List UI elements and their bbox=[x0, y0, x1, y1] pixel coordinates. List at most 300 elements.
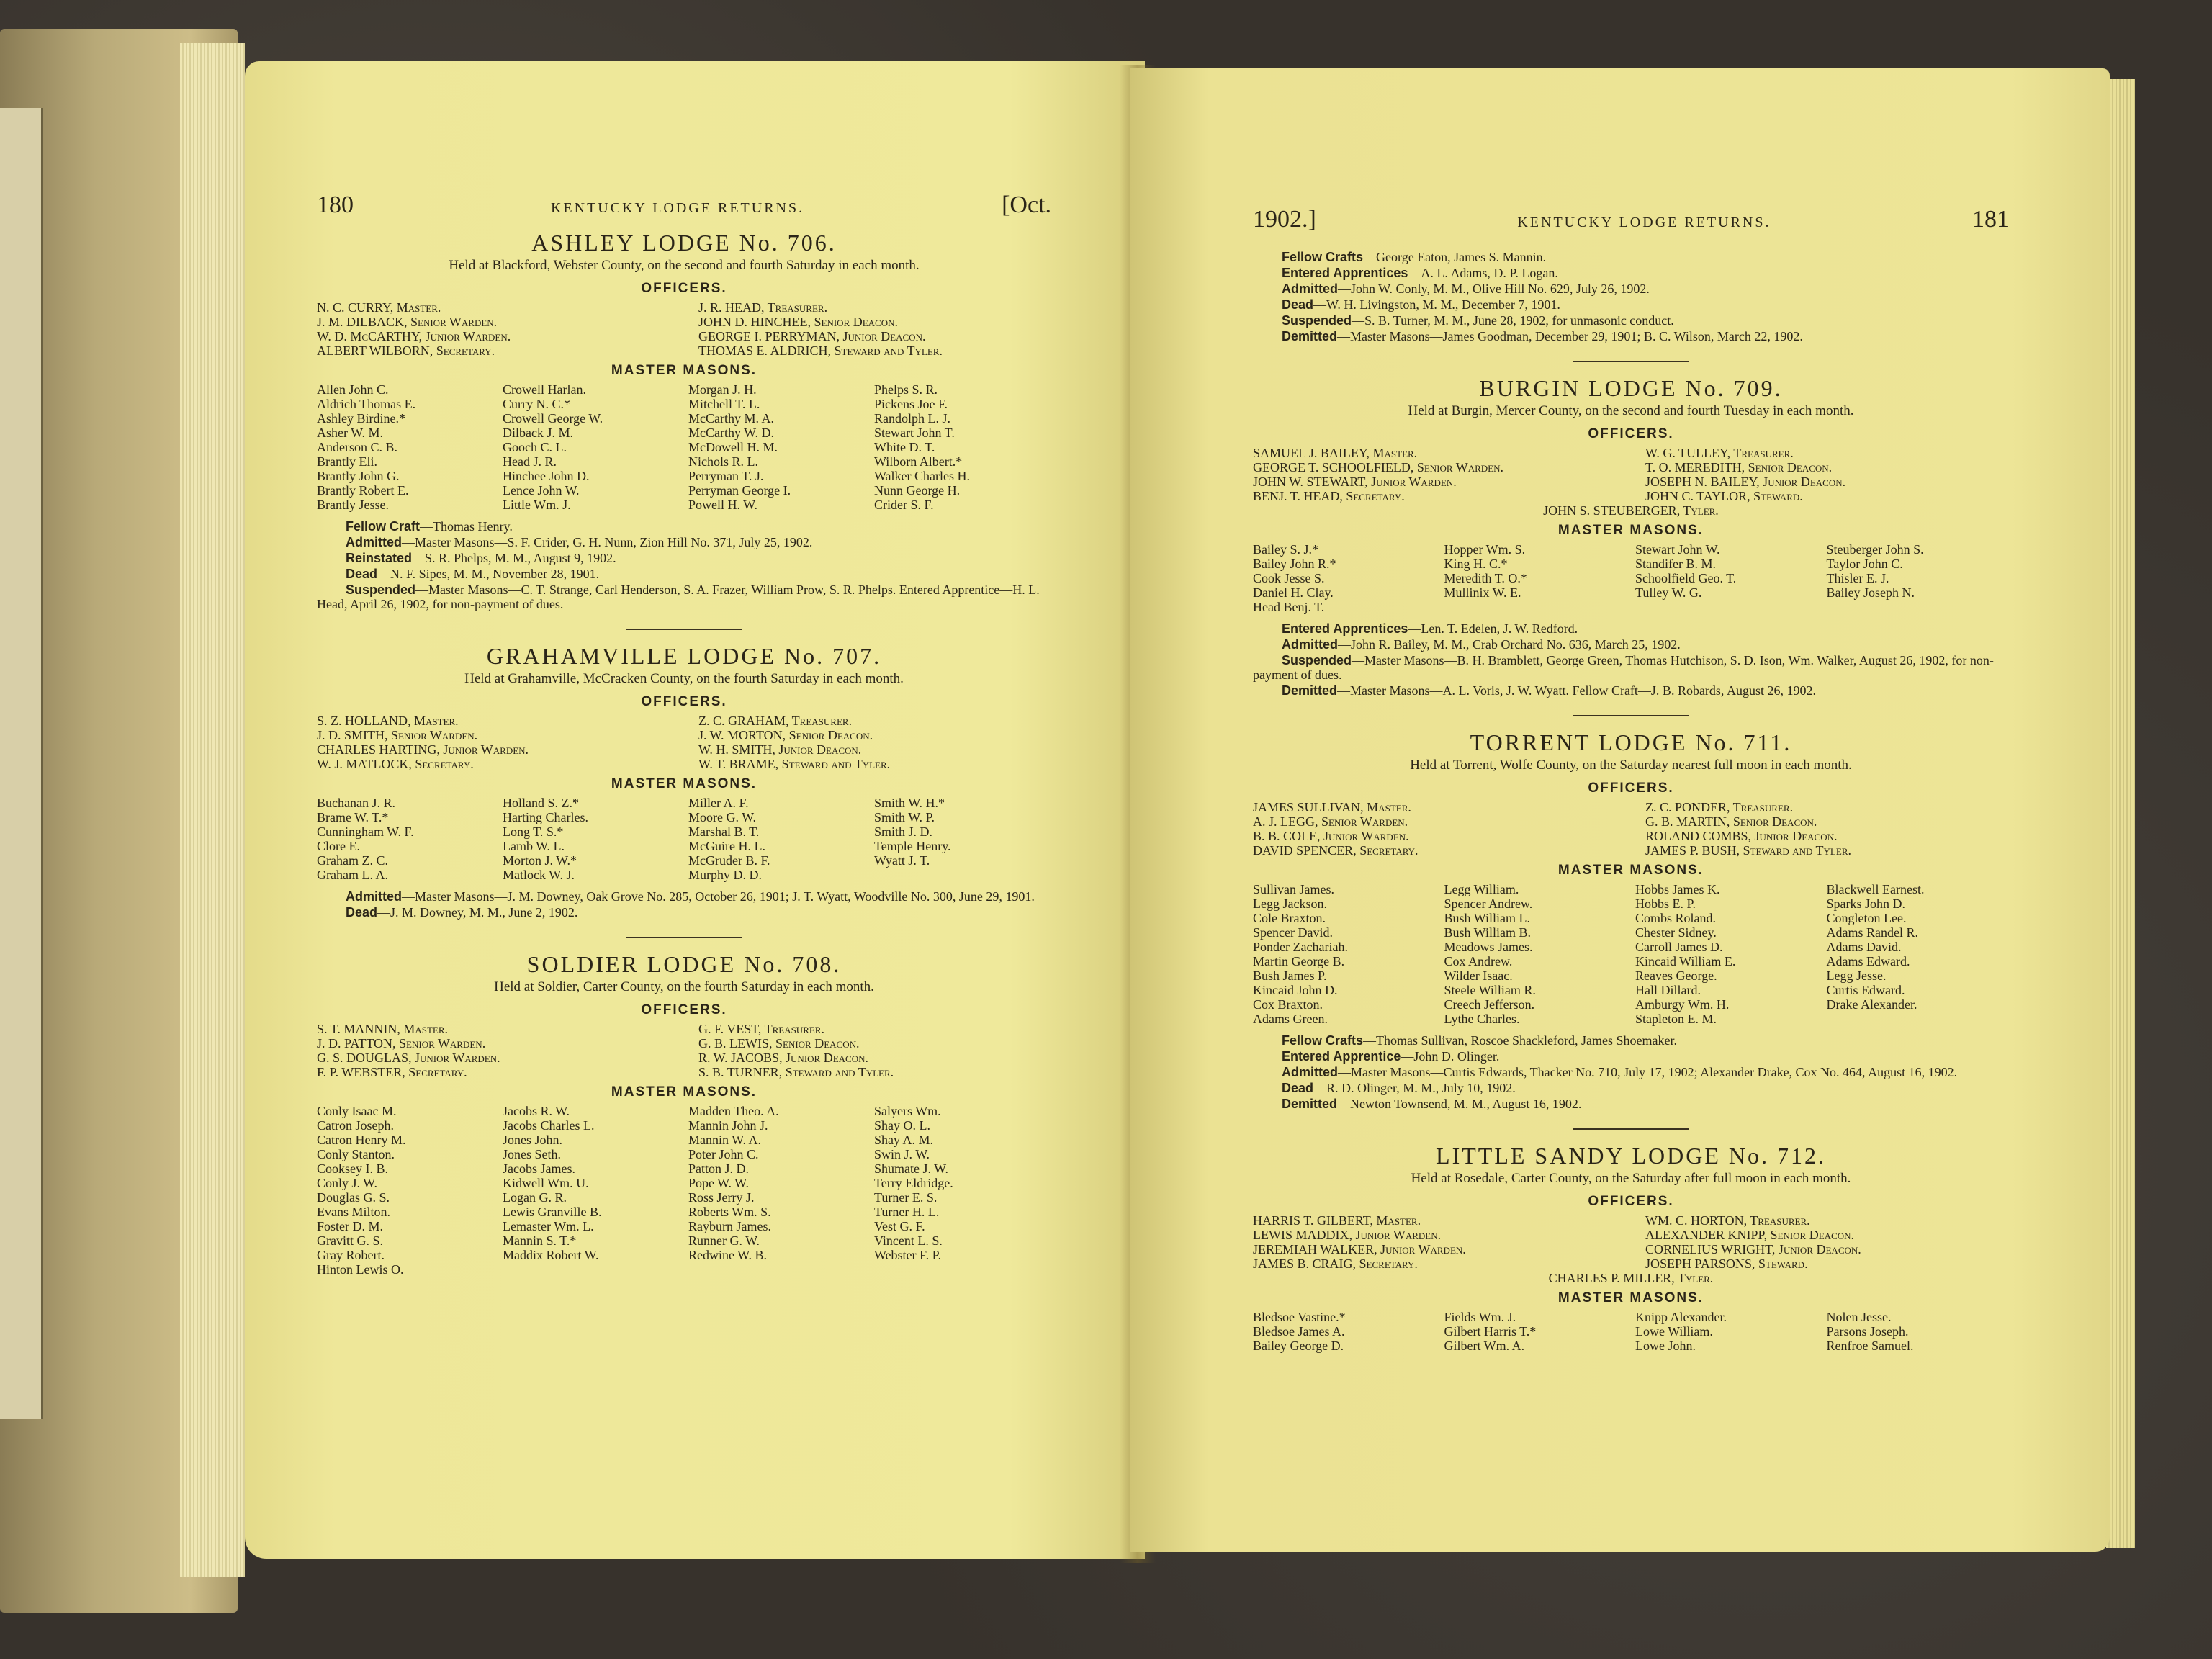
member-name: Rayburn James. bbox=[688, 1219, 771, 1233]
officer-entry: W. H. SMITH, Junior Deacon. bbox=[698, 742, 862, 757]
running-head bbox=[1253, 206, 2009, 233]
record-text: —Master Masons—S. F. Crider, G. H. Nunn, Zion Hill No. 371, July 25, 1902. bbox=[402, 535, 813, 549]
record-label: Fellow Crafts bbox=[1282, 250, 1364, 264]
left-page bbox=[245, 61, 1145, 1559]
member-name: Swin J. W. bbox=[874, 1147, 930, 1161]
members-heading: MASTER MASONS. bbox=[1557, 523, 1704, 538]
record-entry bbox=[317, 551, 1051, 565]
members-list bbox=[1253, 1310, 2009, 1353]
record-text: —Thomas Sullivan, Roscoe Shackleford, James Shoemaker. bbox=[1363, 1033, 1677, 1048]
member-name: Congleton Lee. bbox=[1826, 911, 1907, 925]
officer-entry: THOMAS E. ALDRICH, Steward and Tyler. bbox=[698, 343, 943, 358]
member-name: Conly Stanton. bbox=[317, 1147, 395, 1161]
member-name: Clore E. bbox=[317, 839, 360, 853]
member-name: Reaves George. bbox=[1635, 968, 1717, 983]
record-entry bbox=[317, 567, 1051, 581]
officer-entry: ALEXANDER KNIPP, Senior Deacon. bbox=[1645, 1228, 1855, 1242]
member-name: Catron Joseph. bbox=[317, 1118, 394, 1133]
officer-entry: ROLAND COMBS, Junior Deacon. bbox=[1645, 829, 1838, 843]
members-column bbox=[317, 1104, 494, 1277]
member-name: Nunn George H. bbox=[874, 483, 961, 498]
page-stack-left bbox=[180, 43, 245, 1577]
record-text: —John W. Conly, M. M., Olive Hill No. 629, July 26, 1902. bbox=[1338, 282, 1650, 296]
member-name: Graham L. A. bbox=[317, 868, 388, 882]
member-name: Smith J. D. bbox=[874, 824, 933, 839]
officer-entry: T. O. MEREDITH, Senior Deacon. bbox=[1645, 460, 1833, 475]
lodge-meeting-info: Held at Soldier, Carter County, on the fourth Saturday in each month. bbox=[494, 979, 874, 994]
record-entry bbox=[1253, 1065, 2009, 1079]
member-name: Aldrich Thomas E. bbox=[317, 397, 416, 411]
officers-heading: OFFICERS. bbox=[1588, 1194, 1674, 1209]
member-name: Murphy D. D. bbox=[688, 868, 762, 882]
lodge-meeting-info: Held at Rosedale, Carter County, on the Saturday after full moon in each month. bbox=[1411, 1171, 1851, 1186]
member-name: Redwine W. B. bbox=[688, 1248, 768, 1262]
record-text: —John D. Olinger. bbox=[1401, 1049, 1500, 1064]
member-name: Graham Z. C. bbox=[317, 853, 388, 868]
right-page-content bbox=[1253, 206, 2009, 1360]
section-divider bbox=[626, 937, 742, 938]
record-label: Suspended bbox=[1282, 313, 1352, 328]
member-name: Logan G. R. bbox=[503, 1190, 567, 1205]
member-name: Jacobs R. W. bbox=[503, 1104, 570, 1118]
section-divider bbox=[1573, 361, 1689, 362]
lodge-title: BURGIN LODGE No. 709. bbox=[1479, 375, 1783, 401]
member-name: Cunningham W. F. bbox=[317, 824, 414, 839]
member-name: Vest G. F. bbox=[874, 1219, 925, 1233]
record-entry bbox=[317, 905, 1051, 920]
members-column bbox=[1253, 1310, 1436, 1353]
members-column bbox=[1444, 1310, 1627, 1353]
member-name: Cox Andrew. bbox=[1444, 954, 1513, 968]
member-name: Roberts Wm. S. bbox=[688, 1205, 771, 1219]
members-list bbox=[317, 382, 1051, 512]
member-name: Spencer Andrew. bbox=[1444, 896, 1533, 911]
member-name: Conly J. W. bbox=[317, 1176, 378, 1190]
members-list bbox=[317, 796, 1051, 882]
members-heading: MASTER MASONS. bbox=[611, 776, 757, 791]
members-column bbox=[317, 382, 494, 512]
record-label: Admitted bbox=[346, 535, 402, 549]
member-name: Adams Randel R. bbox=[1826, 925, 1918, 940]
members-heading: MASTER MASONS. bbox=[611, 1084, 757, 1100]
officer-entry: JOSEPH PARSONS, Steward. bbox=[1645, 1256, 1808, 1271]
member-name: Morton J. W.* bbox=[503, 853, 577, 868]
record-text: —J. M. Downey, M. M., June 2, 1902. bbox=[377, 905, 578, 920]
record-label: Admitted bbox=[1282, 1065, 1338, 1079]
officer-entry: G. S. DOUGLAS, Junior Warden. bbox=[317, 1051, 500, 1065]
members-column bbox=[1827, 1310, 2010, 1353]
running-head-title: KENTUCKY LODGE RETURNS. bbox=[1517, 215, 1771, 230]
member-name: Lowe William. bbox=[1635, 1324, 1713, 1339]
lodge-title: GRAHAMVILLE LODGE No. 707. bbox=[486, 643, 882, 669]
record-entry bbox=[1253, 329, 2009, 343]
member-name: Renfroe Samuel. bbox=[1826, 1339, 1914, 1353]
officers-heading: OFFICERS. bbox=[641, 694, 727, 709]
officer-entry: S. T. MANNIN, Master. bbox=[317, 1022, 449, 1036]
record-label: Dead bbox=[346, 567, 378, 581]
member-name: Allen John C. bbox=[317, 382, 389, 397]
officer-entry: JOHN S. STEUBERGER, Tyler. bbox=[1543, 503, 1719, 518]
member-name: Chester Sidney. bbox=[1635, 925, 1717, 940]
officer-entry: GEORGE I. PERRYMAN, Junior Deacon. bbox=[698, 329, 926, 343]
right-page bbox=[1130, 68, 2110, 1552]
member-name: Adams David. bbox=[1826, 940, 1902, 954]
officer-entry: DAVID SPENCER, Secretary. bbox=[1253, 843, 1419, 858]
members-list bbox=[1253, 882, 2009, 1026]
member-name: Hobbs E. P. bbox=[1635, 896, 1696, 911]
member-name: McCarthy W. D. bbox=[688, 426, 774, 440]
officer-entry: W. D. McCARTHY, Junior Warden. bbox=[317, 329, 511, 343]
left-page-content bbox=[317, 192, 1051, 1284]
member-name: Gilbert Wm. A. bbox=[1444, 1339, 1525, 1353]
member-name: Head J. R. bbox=[503, 454, 557, 469]
record-text: —Newton Townsend, M. M., August 16, 1902. bbox=[1337, 1097, 1582, 1111]
lodge-meeting-info: Held at Grahamville, McCracken County, on the fourth Saturday in each month. bbox=[464, 671, 904, 686]
member-name: Hinchee John D. bbox=[503, 469, 590, 483]
officers-heading: OFFICERS. bbox=[1588, 781, 1674, 796]
member-name: Adams Green. bbox=[1253, 1012, 1328, 1026]
record-text: —Len. T. Edelen, J. W. Redford. bbox=[1408, 621, 1578, 636]
officer-entry: J. D. PATTON, Senior Warden. bbox=[317, 1036, 486, 1051]
carryover-records bbox=[1253, 250, 2009, 343]
members-column bbox=[1253, 882, 1436, 1026]
record-text: —Master Masons—A. L. Voris, J. W. Wyatt. Fellow Craft—J. B. Robards, August 26, 1902. bbox=[1337, 683, 1816, 698]
record-label: Fellow Craft bbox=[346, 519, 421, 534]
member-name: Mannin John J. bbox=[688, 1118, 768, 1133]
officer-entry: S. Z. HOLLAND, Master. bbox=[317, 714, 459, 728]
officers-list bbox=[317, 714, 1051, 771]
member-name: Vincent L. S. bbox=[874, 1233, 943, 1248]
record-label: Demitted bbox=[1282, 1097, 1338, 1111]
lodge-meeting-info: Held at Blackford, Webster County, on the second and fourth Saturday in each month. bbox=[449, 258, 920, 273]
members-heading: MASTER MASONS. bbox=[1557, 863, 1704, 878]
member-name: Little Wm. J. bbox=[503, 498, 571, 512]
page-number: 180 bbox=[317, 192, 354, 218]
member-name: Crowell Harlan. bbox=[503, 382, 586, 397]
member-name: Lewis Granville B. bbox=[503, 1205, 602, 1219]
officer-entry: G. F. VEST, Treasurer. bbox=[698, 1022, 824, 1036]
member-name: Crider S. F. bbox=[874, 498, 934, 512]
member-name: Stapleton E. M. bbox=[1635, 1012, 1717, 1026]
officer-entry: SAMUEL J. BAILEY, Master. bbox=[1253, 446, 1418, 460]
member-name: Lythe Charles. bbox=[1444, 1012, 1520, 1026]
record-label: Admitted bbox=[1282, 637, 1338, 652]
lodge-section bbox=[317, 230, 1051, 611]
members-column bbox=[874, 796, 1051, 882]
officer-entry: WM. C. HORTON, Treasurer. bbox=[1645, 1213, 1810, 1228]
member-name: Hopper Wm. S. bbox=[1444, 542, 1526, 557]
member-name: Nichols R. L. bbox=[688, 454, 758, 469]
member-name: Gray Robert. bbox=[317, 1248, 385, 1262]
lodge-title: ASHLEY LODGE No. 706. bbox=[531, 230, 837, 256]
member-name: Brame W. T.* bbox=[317, 810, 389, 824]
officer-entry: BENJ. T. HEAD, Secretary. bbox=[1253, 489, 1405, 503]
members-heading: MASTER MASONS. bbox=[1557, 1290, 1704, 1305]
member-name: Curtis Edward. bbox=[1826, 983, 1905, 997]
record-entry bbox=[317, 535, 1051, 549]
member-name: Gilbert Harris T.* bbox=[1444, 1324, 1537, 1339]
member-name: King H. C.* bbox=[1444, 557, 1508, 571]
member-name: Jacobs Charles L. bbox=[503, 1118, 595, 1133]
record-text: —John R. Bailey, M. M., Crab Orchard No. 636, March 25, 1902. bbox=[1338, 637, 1681, 652]
officers-list bbox=[317, 1022, 1051, 1079]
member-name: Sullivan James. bbox=[1253, 882, 1334, 896]
members-column bbox=[874, 382, 1051, 512]
officer-entry: ALBERT WILBORN, Secretary. bbox=[317, 343, 495, 358]
record-entry bbox=[1253, 653, 2009, 682]
officers-heading: OFFICERS. bbox=[641, 281, 727, 296]
member-name: Bush William L. bbox=[1444, 911, 1530, 925]
member-name: Bailey John R.* bbox=[1253, 557, 1336, 571]
officer-entry: JAMES B. CRAIG, Secretary. bbox=[1253, 1256, 1418, 1271]
member-name: Lence John W. bbox=[503, 483, 580, 498]
member-name: Gravitt G. S. bbox=[317, 1233, 383, 1248]
member-name: Daniel H. Clay. bbox=[1253, 585, 1334, 600]
member-name: Lamb W. L. bbox=[503, 839, 565, 853]
member-name: Schoolfield Geo. T. bbox=[1635, 571, 1737, 585]
member-name: Phelps S. R. bbox=[874, 382, 938, 397]
member-name: Walker Charles H. bbox=[874, 469, 971, 483]
member-name: Conly Isaac M. bbox=[317, 1104, 397, 1118]
officer-entry: CORNELIUS WRIGHT, Junior Deacon. bbox=[1645, 1242, 1861, 1256]
member-name: Jones John. bbox=[503, 1133, 563, 1147]
lodge-title: SOLDIER LODGE No. 708. bbox=[526, 951, 842, 977]
record-entry bbox=[317, 583, 1051, 611]
record-label: Entered Apprentices bbox=[1282, 266, 1408, 280]
page-number: 181 bbox=[1972, 206, 2009, 233]
member-name: Gooch C. L. bbox=[503, 440, 567, 454]
officer-entry: N. C. CURRY, Master. bbox=[317, 300, 441, 315]
record-text: —George Eaton, James S. Mannin. bbox=[1363, 250, 1547, 264]
member-name: Mannin S. T.* bbox=[503, 1233, 577, 1248]
member-name: Legg William. bbox=[1444, 882, 1519, 896]
member-name: Taylor John C. bbox=[1826, 557, 1903, 571]
officer-entry: JOHN W. STEWART, Junior Warden. bbox=[1253, 475, 1457, 489]
member-name: McGruder B. F. bbox=[688, 853, 770, 868]
member-name: Standifer B. M. bbox=[1635, 557, 1716, 571]
record-text: —S. R. Phelps, M. M., August 9, 1902. bbox=[412, 551, 616, 565]
record-label: Dead bbox=[346, 905, 378, 920]
members-list bbox=[317, 1104, 1051, 1277]
members-column bbox=[503, 382, 680, 512]
member-name: Mullinix W. E. bbox=[1444, 585, 1521, 600]
officer-entry: W. T. BRAME, Steward and Tyler. bbox=[698, 757, 891, 771]
member-name: Nolen Jesse. bbox=[1826, 1310, 1892, 1324]
record-label: Entered Apprentice bbox=[1282, 1049, 1401, 1064]
member-name: Thisler E. J. bbox=[1826, 571, 1889, 585]
officer-entry: J. W. MORTON, Senior Deacon. bbox=[698, 728, 873, 742]
members-heading: MASTER MASONS. bbox=[611, 363, 757, 378]
member-name: Maddix Robert W. bbox=[503, 1248, 599, 1262]
member-name: Knipp Alexander. bbox=[1635, 1310, 1727, 1324]
officer-entry: J. M. DILBACK, Senior Warden. bbox=[317, 315, 498, 329]
member-name: Webster F. P. bbox=[874, 1248, 942, 1262]
member-name: Kincaid John D. bbox=[1253, 983, 1338, 997]
member-name: Ashley Birdine.* bbox=[317, 411, 405, 426]
member-name: Kincaid William E. bbox=[1635, 954, 1736, 968]
member-name: Madden Theo. A. bbox=[688, 1104, 779, 1118]
members-column bbox=[1635, 1310, 1818, 1353]
officer-entry: G. B. LEWIS, Senior Deacon. bbox=[698, 1036, 860, 1051]
member-name: Temple Henry. bbox=[874, 839, 951, 853]
member-name: Marshal B. T. bbox=[688, 824, 760, 839]
running-head-title: KENTUCKY LODGE RETURNS. bbox=[550, 200, 805, 216]
record-label: Dead bbox=[1282, 297, 1314, 312]
officer-entry: S. B. TURNER, Steward and Tyler. bbox=[698, 1065, 894, 1079]
record-text: —Master Masons—B. H. Bramblett, George Green, Thomas Hutchison, S. D. Ison, Wm. Walker, August 26, 1902, for non-payment of dues. bbox=[1253, 653, 1994, 682]
book-endpaper bbox=[0, 108, 43, 1419]
members-column bbox=[688, 382, 866, 512]
member-name: Bledsoe James A. bbox=[1253, 1324, 1345, 1339]
officer-entry: JOHN C. TAYLOR, Steward. bbox=[1645, 489, 1803, 503]
members-column bbox=[1253, 542, 1436, 614]
members-column bbox=[1635, 542, 1818, 614]
member-name: Turner E. S. bbox=[874, 1190, 938, 1205]
members-column bbox=[1635, 882, 1818, 1026]
member-name: Legg Jesse. bbox=[1826, 968, 1887, 983]
member-name: Powell H. W. bbox=[688, 498, 758, 512]
officer-entry: HARRIS T. GILBERT, Master. bbox=[1253, 1213, 1421, 1228]
member-name: Evans Milton. bbox=[317, 1205, 390, 1219]
record-label: Admitted bbox=[346, 889, 402, 904]
lodge-section bbox=[1253, 361, 2009, 698]
member-name: Carroll James D. bbox=[1635, 940, 1723, 954]
member-name: Adams Edward. bbox=[1826, 954, 1910, 968]
member-name: Wilder Isaac. bbox=[1444, 968, 1513, 983]
member-name: Matlock W. J. bbox=[503, 868, 575, 882]
record-entry bbox=[1253, 1033, 2009, 1048]
members-column bbox=[688, 796, 866, 882]
record-label: Admitted bbox=[1282, 282, 1338, 296]
member-name: Steele William R. bbox=[1444, 983, 1536, 997]
member-name: Meredith T. O.* bbox=[1444, 571, 1527, 585]
officer-entry: Z. C. PONDER, Treasurer. bbox=[1645, 800, 1794, 814]
member-name: Brantly Robert E. bbox=[317, 483, 409, 498]
officer-entry: CHARLES P. MILLER, Tyler. bbox=[1548, 1271, 1714, 1285]
lodge-list bbox=[317, 230, 1051, 1277]
member-name: Stewart John T. bbox=[874, 426, 955, 440]
officer-entry: LEWIS MADDIX, Junior Warden. bbox=[1253, 1228, 1442, 1242]
page-stack-right bbox=[2106, 79, 2135, 1548]
record-entry bbox=[1253, 1049, 2009, 1064]
member-name: Foster D. M. bbox=[317, 1219, 384, 1233]
members-column bbox=[1444, 882, 1627, 1026]
member-name: Anderson C. B. bbox=[317, 440, 397, 454]
section-divider bbox=[1573, 715, 1689, 716]
member-name: Moore G. W. bbox=[688, 810, 756, 824]
member-name: Bailey George D. bbox=[1253, 1339, 1344, 1353]
record-text: —S. B. Turner, M. M., June 28, 1902, for unmasonic conduct. bbox=[1352, 313, 1674, 328]
member-name: Pope W. W. bbox=[688, 1176, 750, 1190]
member-name: Ponder Zachariah. bbox=[1253, 940, 1348, 954]
member-name: Miller A. F. bbox=[688, 796, 749, 810]
record-text: —R. D. Olinger, M. M., July 10, 1902. bbox=[1313, 1081, 1516, 1095]
officer-entry: JAMES P. BUSH, Steward and Tyler. bbox=[1645, 843, 1851, 858]
member-name: Shay A. M. bbox=[874, 1133, 934, 1147]
member-name: Parsons Joseph. bbox=[1826, 1324, 1909, 1339]
record-text: —W. H. Livingston, M. M., December 7, 1901. bbox=[1313, 297, 1560, 312]
officers-list bbox=[1253, 446, 2009, 518]
member-name: Cole Braxton. bbox=[1253, 911, 1326, 925]
lodge-meeting-info: Held at Burgin, Mercer County, on the second and fourth Tuesday in each month. bbox=[1408, 403, 1854, 418]
record-text: —Master Masons—James Goodman, December 29, 1901; B. C. Wilson, March 22, 1902. bbox=[1337, 329, 1803, 343]
members-column bbox=[1444, 542, 1627, 614]
record-label: Fellow Crafts bbox=[1282, 1033, 1364, 1048]
record-text: —Master Masons—C. T. Strange, Carl Henderson, S. A. Frazer, William Prow, S. R. Phelps. Entered Apprentice—H. L. Head, April 26, 1902, for non-payment of dues. bbox=[317, 583, 1040, 611]
member-name: McDowell H. M. bbox=[688, 440, 778, 454]
member-name: Smith W. H.* bbox=[874, 796, 945, 810]
member-name: McGuire H. L. bbox=[688, 839, 765, 853]
members-column bbox=[1827, 542, 2010, 614]
member-name: Jones Seth. bbox=[503, 1147, 561, 1161]
member-name: Perryman T. J. bbox=[688, 469, 764, 483]
lodge-section bbox=[317, 629, 1051, 920]
member-name: Brantly Jesse. bbox=[317, 498, 389, 512]
lodge-meeting-info: Held at Torrent, Wolfe County, on the Saturday nearest full moon in each month. bbox=[1410, 757, 1852, 773]
member-name: Crowell George W. bbox=[503, 411, 603, 426]
member-name: White D. T. bbox=[874, 440, 935, 454]
member-name: Kidwell Wm. U. bbox=[503, 1176, 589, 1190]
record-entry bbox=[1253, 266, 2009, 280]
record-text: —Thomas Henry. bbox=[420, 519, 513, 534]
member-name: Jacobs James. bbox=[503, 1161, 575, 1176]
member-name: Creech Jefferson. bbox=[1444, 997, 1535, 1012]
member-name: Bailey Joseph N. bbox=[1826, 585, 1915, 600]
member-name: Randolph L. J. bbox=[874, 411, 950, 426]
member-name: Asher W. M. bbox=[317, 426, 384, 440]
section-divider bbox=[626, 629, 742, 630]
record-entry bbox=[1253, 1081, 2009, 1095]
officer-entry: CHARLES HARTING, Junior Warden. bbox=[317, 742, 529, 757]
members-list bbox=[1253, 542, 2009, 614]
officer-entry: JOHN D. HINCHEE, Senior Deacon. bbox=[698, 315, 898, 329]
officer-entry: R. W. JACOBS, Junior Deacon. bbox=[698, 1051, 868, 1065]
running-head-side: 1902.] bbox=[1253, 206, 1316, 233]
record-label: Dead bbox=[1282, 1081, 1314, 1095]
members-column bbox=[1827, 882, 2010, 1026]
member-name: Brantly John G. bbox=[317, 469, 400, 483]
record-label: Demitted bbox=[1282, 683, 1338, 698]
member-name: McCarthy M. A. bbox=[688, 411, 774, 426]
officer-entry: F. P. WEBSTER, Secretary. bbox=[317, 1065, 467, 1079]
members-column bbox=[503, 796, 680, 882]
member-name: Mannin W. A. bbox=[688, 1133, 762, 1147]
member-name: Hinton Lewis O. bbox=[317, 1262, 404, 1277]
officer-entry: B. B. COLE, Junior Warden. bbox=[1253, 829, 1409, 843]
member-name: Morgan J. H. bbox=[688, 382, 757, 397]
member-name: Pickens Joe F. bbox=[874, 397, 948, 411]
member-name: Bailey S. J.* bbox=[1253, 542, 1319, 557]
officers-heading: OFFICERS. bbox=[1588, 426, 1674, 441]
lodge-title: LITTLE SANDY LODGE No. 712. bbox=[1436, 1143, 1826, 1169]
member-name: Cook Jesse S. bbox=[1253, 571, 1325, 585]
officer-entry: Z. C. GRAHAM, Treasurer. bbox=[698, 714, 853, 728]
members-column bbox=[503, 1104, 680, 1277]
lodge-title: TORRENT LODGE No. 711. bbox=[1470, 729, 1792, 755]
record-entry bbox=[317, 889, 1051, 904]
running-head-side: [Oct. bbox=[1002, 192, 1051, 218]
record-entry bbox=[1253, 313, 2009, 328]
member-name: Hobbs James K. bbox=[1635, 882, 1720, 896]
member-name: Amburgy Wm. H. bbox=[1635, 997, 1730, 1012]
member-name: Runner G. W. bbox=[688, 1233, 760, 1248]
member-name: Cooksey I. B. bbox=[317, 1161, 388, 1176]
member-name: Lowe John. bbox=[1635, 1339, 1696, 1353]
member-name: Lemaster Wm. L. bbox=[503, 1219, 594, 1233]
record-entry bbox=[1253, 250, 2009, 264]
running-head bbox=[317, 192, 1051, 218]
member-name: Wyatt J. T. bbox=[874, 853, 930, 868]
